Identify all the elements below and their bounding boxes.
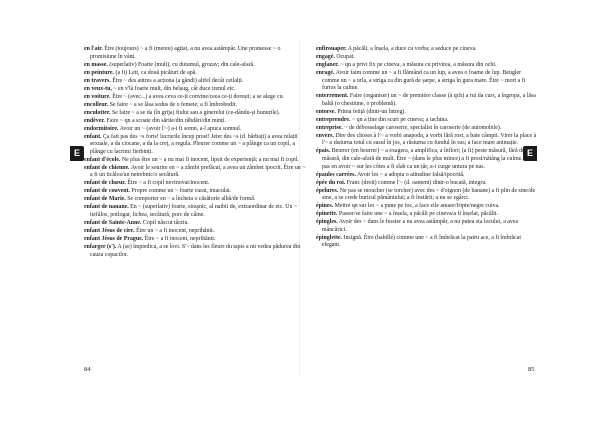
entry-headword: envers. (316, 132, 334, 139)
entry-headword: enfant de Marie. (84, 196, 126, 203)
entry-definition: Dire des choses à l'~ a vorbi anapoda, a vorbi fără rost, a bate câmpii. Virer la place à l'~ a răsturna totul cu susul în jos, a răsturna cu fundul în sus; a face mare animație. (322, 132, 537, 147)
dictionary-entry (84, 188, 306, 196)
dictionary-entry (316, 188, 538, 203)
entry-headword: épines. (316, 203, 334, 210)
entry-definition: Être ~ des autres a acționa (a gândi) altfel decât ceilalți. (112, 77, 244, 84)
dictionary-entry (84, 102, 306, 110)
entry-definition: Se comporter en ~ a încheia o căsătorie albă/de formă. (127, 196, 256, 203)
dictionary-entry (84, 126, 306, 134)
dictionary-entry (84, 204, 306, 219)
dictionary-entry (316, 211, 538, 219)
entry-headword: épée du roi. (316, 179, 346, 186)
entry-headword: épinglette. (316, 234, 343, 241)
entry-headword: enfant d'école. (84, 156, 121, 163)
entry-definition: Ocupat. (336, 54, 355, 60)
entry-headword: enterrement. (316, 93, 349, 100)
dictionary-entry (316, 133, 538, 148)
entry-headword: enfirouaper. (316, 46, 347, 52)
entry-definition: Être un ~ a fi inocent, neprihănit. (136, 228, 215, 235)
entry-headword: enragé. (316, 70, 335, 76)
right-page (316, 46, 538, 250)
entry-definition: En ~ (superlativ) foarte, straşnic, al naibii de, extraordinar de etc. Un ~ tiefălos, potlogar, lichea, secătură, porc de câine. (90, 204, 298, 219)
entry-headword: en l'air. (84, 46, 103, 52)
entry-definition: A (se) împiedica, a se lovi. S'~ dans les fleurs du tapis a nu vedea pădurea din cauza copacilor. (90, 244, 301, 258)
entry-definition: Ne pas se moucher (se torcher) avec des ~ d'oignon (de banane) a fi plin de sine/de sine, a se crede buricul pământului; a fi înstărit; a nu se zgârci. (322, 187, 536, 202)
dictionary-entry (84, 70, 306, 78)
dictionary-entry (84, 157, 306, 165)
entry-definition: Passer/se faire une ~ a înșela, a păcăli pe cineva/a fi înșelat, păcălit. (338, 211, 498, 218)
section-tab-right: E (523, 146, 537, 161)
entry-headword: épelures. (316, 187, 339, 194)
entry-definition: Mettre qn sur les ~ a pune pe foc, a face zile amare/fripte/negre cuiva. (334, 203, 500, 210)
entry-definition: Avoir les ~ a adopta o atitudine falsă/ipocrită. (357, 171, 465, 178)
entry-definition: Avoir faim comme un ~ a fi flămând ca un lup, a avea o foame de lup. Beugler comme un ~ a urla, a striga ca din gură de șarpe, a striga în gura mare. Être ~ mort a fi furios la culme. (322, 70, 526, 92)
dictionary-entry (316, 235, 538, 250)
entry-headword: engagé. (316, 54, 335, 60)
entry-definition: Avoir le sourire en ~ a zâmbi prefăcut, a avea un zâmbet ipocrit. Être un ~ a fi un ticălos/un netrebnic/o secătură. (90, 164, 306, 179)
entry-headword: épinette. (316, 211, 338, 218)
entry-headword: entreprise. (316, 124, 343, 131)
entry-headword: endêver. (84, 117, 105, 124)
entry-definition: Se faire ~ a se lăsa sedus de o femeie; a fi îmbrobodit. (109, 101, 237, 108)
page-number-right: 85 (528, 366, 535, 373)
entry-definition: Insignă. Être (habillé) comme une ~ a fi îmbrăcat la patru ace, a fi îmbrăcat elegant. (322, 234, 522, 249)
entry-headword: en peinture. (84, 69, 114, 76)
dictionary-entry (316, 46, 538, 54)
entry-definition: Être (toujours) ~ a fi (mereu) agitat, a nu avea astâmpăr. Une promesse ~ o promisiune în vânt. (90, 46, 281, 60)
entry-definition: Faire (organiser) un ~ de première classe (à qch) a rui da curs, a îngropa, a lăsa baltă (o chestiune, o problemă). (322, 93, 536, 107)
dictionary-entry (316, 219, 538, 234)
entry-definition: Se faire ~ a se da (în grija) fiului sau a ginerelui (ce-dându-și bunurile). (111, 109, 280, 116)
dictionary-entry (316, 172, 538, 180)
entry-definition: Propre comme un ~ foarte curat, imaculat. (131, 188, 232, 195)
entry-headword: encolleur. (84, 101, 109, 108)
dictionary-entry (84, 244, 306, 259)
entry-definition: Ne plus être un ~ a nu mai fi inocent, lipsit de experiență; a nu mai fi copil. (121, 156, 299, 163)
dictionary-entry (316, 70, 538, 93)
dictionary-entry (316, 203, 538, 211)
entry-definition: Avoir des ~ dans le fessier a nu avea astâmpăr, a nu putea sta locului, a avea mâncărici. (322, 219, 519, 233)
entry-definition: Avoir un ~ (avoir l'~) a-i fi somn, a-l apuca somnul. (119, 125, 242, 132)
entry-definition: ~ qn a privi fix pe cineva, a măsura cu privirea, a măsura din ochi. (340, 62, 497, 68)
entry-definition: Être ~ (avec...) a avea ceva ce-ți convine/ceea ce-ți dorești; a se alege cu. (112, 93, 285, 100)
entry-headword: enfant Jésus de Prague. (84, 236, 144, 243)
dictionary-entry (316, 148, 538, 171)
entry-definition: Ça fait pas des ~s forts! lucrurile încep prost! Jeter des ~s (d. bărbați) a avea relații sexuale, a da ciocane, a da la creț, a regula. Pleurer comme un ~ a plânge ca un copil, a plânge cu lacrimi fierbinți. (90, 133, 298, 155)
entry-definition: Être ~ a fi inocent, neprihănit. (144, 236, 216, 243)
dictionary-entry (84, 46, 306, 61)
entry-headword: en veux-tu, (84, 85, 112, 92)
entry-definition: (superlativ) Foarte (mult), cu duiumul, grozav; din cale-afară. (109, 61, 255, 68)
entry-headword: enfant de Sainte-Anne. (84, 220, 142, 227)
dictionary-entry (84, 236, 306, 244)
dictionary-entry (316, 109, 538, 117)
entry-definition: Franc (droit) comme l'~ (d. oameni) dintr-o bucată, integru. (346, 179, 487, 186)
entry-headword: enfant de chienne. (84, 164, 130, 171)
entry-definition: ~ qn a ține din scurt pe cineva; a tachina. (352, 116, 449, 123)
entry-headword: enfant de couvent. (84, 188, 130, 195)
dictionary-entry (84, 196, 306, 204)
entry-definition: Beurrer (en beurrer) ~ a exagera, a amplifica, a înflori; (a fi) peste măsură, fără de măsură, din cale-afară de mult. Être ~ (dans le plus mince) a fi prost/nătâng la culme. Ne pas en avoir ~ sur les côtes a fi slab ca un țâr, a-i curge untura pe nas. (322, 148, 532, 170)
dictionary-entry (316, 62, 538, 70)
entry-headword: enfant. (84, 133, 102, 140)
dictionary-entry (316, 125, 538, 133)
entry-headword: entorse. (316, 108, 336, 115)
entry-headword: épingles. (316, 219, 338, 226)
entry-headword: en travers. (84, 77, 111, 84)
left-page (84, 46, 306, 260)
dictionary-entry (84, 134, 306, 157)
dictionary-entry (316, 54, 538, 62)
entry-definition: Être ~ a fi copil nevinovat/inocent. (127, 180, 210, 187)
dictionary-entry (316, 117, 538, 125)
dictionary-entry (84, 94, 306, 102)
dictionary-entry (84, 110, 306, 118)
dictionary-entry (316, 93, 538, 108)
entry-headword: enculotter. (84, 109, 111, 116)
entry-headword: enfant de nanane. (84, 204, 129, 211)
entry-headword: entreprendre. (316, 116, 351, 123)
entry-definition: Prima fetiță (dintr-un întreg). (337, 108, 406, 115)
entry-headword: épaules carrées. (316, 171, 356, 178)
entry-headword: épais. (316, 148, 331, 155)
dictionary-entry (84, 228, 306, 236)
dictionary-entry (84, 220, 306, 228)
entry-headword: en masse. (84, 61, 108, 68)
entry-definition: (a fi) Leit, ca două picături de apă. (115, 69, 197, 76)
entry-definition: Copil născut târziu. (142, 220, 189, 227)
page-number-left: 84 (84, 366, 91, 373)
entry-definition: ~ de débosselage caroserie, specialist în caroserie (de automobile). (344, 124, 502, 131)
entry-headword: enfarger (s'). (84, 244, 117, 251)
dictionary-entry (84, 165, 306, 180)
entry-definition: Faire ~ qn a scoate din sărite/din răbdări/din minți. (106, 117, 226, 124)
entry-headword: endormitoire. (84, 125, 119, 132)
dictionary-entry (84, 118, 306, 126)
entry-headword: enfant de chœur. (84, 180, 126, 187)
section-tab-left: E (70, 146, 84, 161)
entry-headword: en voiture. (84, 93, 111, 100)
dictionary-entry (84, 62, 306, 70)
entry-definition: A păcăli, a înșela, a duce cu vorba; a seduce pe cineva. (347, 46, 477, 52)
dictionary-entry (84, 180, 306, 188)
dictionary-entry (316, 180, 538, 188)
dictionary-entry (84, 78, 306, 86)
entry-definition: ~ en v'là foarte mult, din belșug, cât duce trenul etc. (113, 85, 236, 92)
dictionary-entry (84, 86, 306, 94)
entry-headword: englaner. (316, 62, 339, 68)
entry-headword: enfant Jésus de cire. (84, 228, 135, 235)
